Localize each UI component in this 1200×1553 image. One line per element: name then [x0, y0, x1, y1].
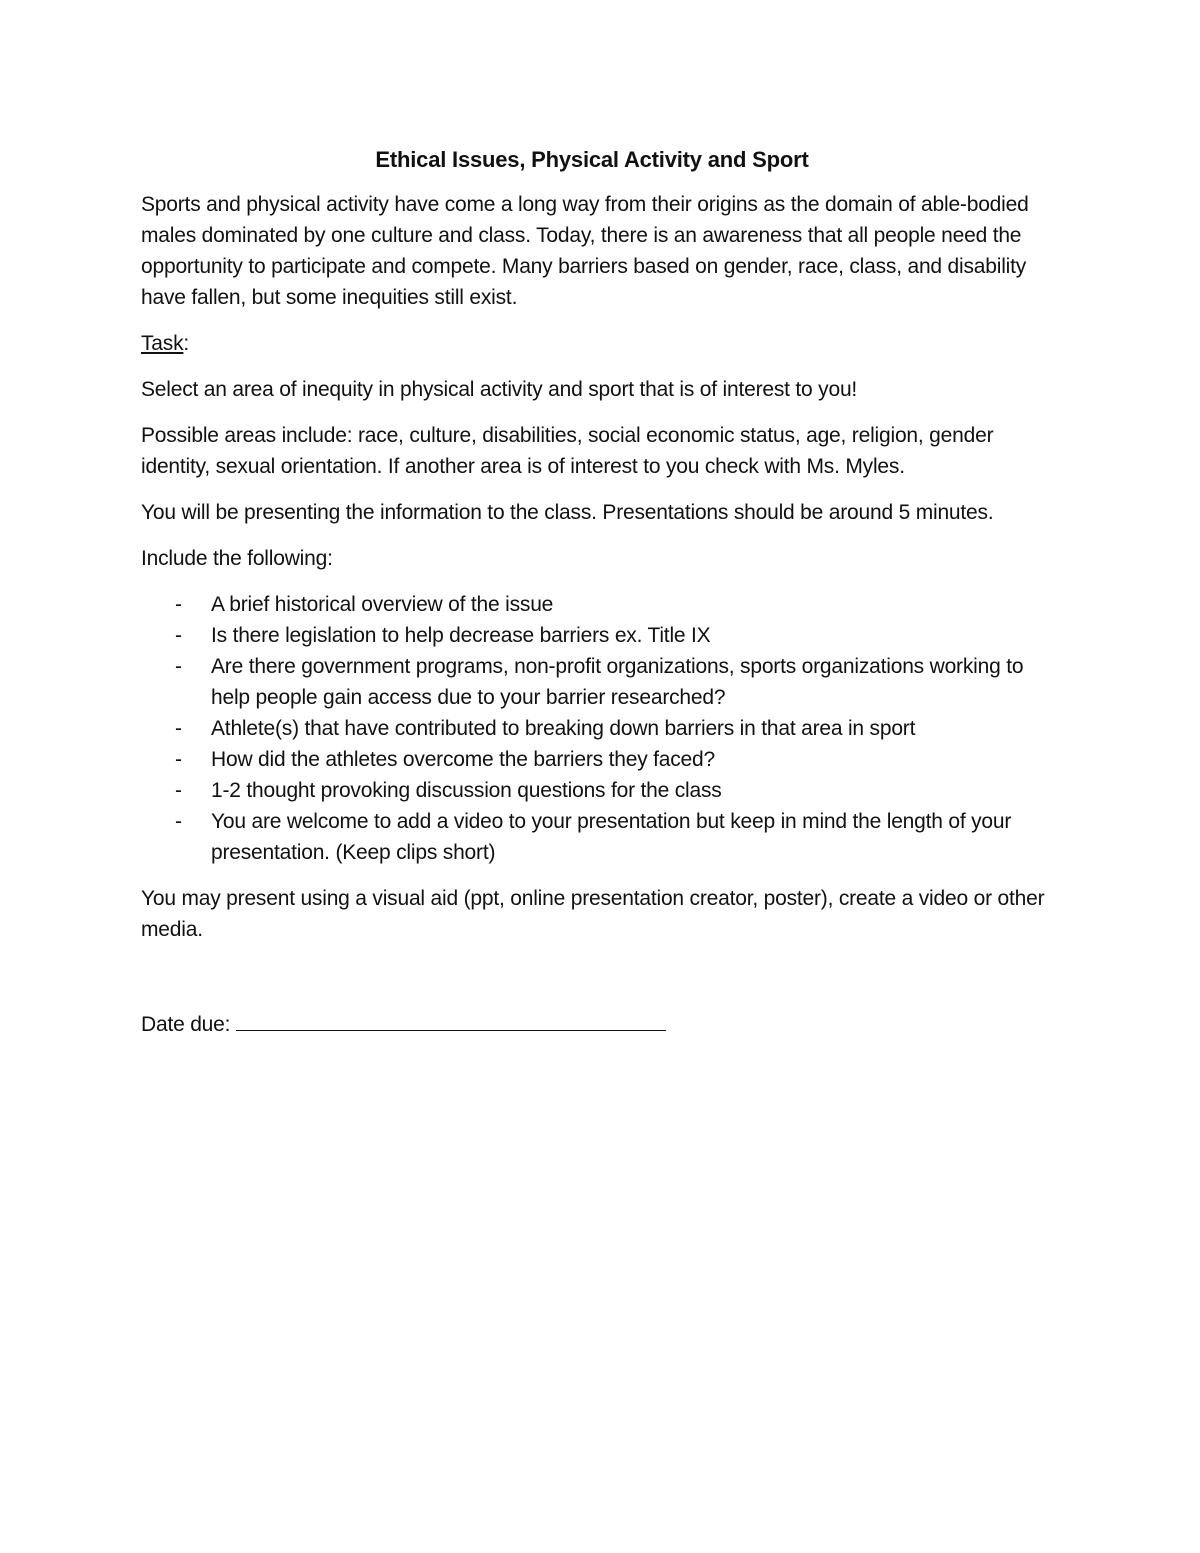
date-due-blank-line[interactable]: [236, 1006, 666, 1031]
list-item: [141, 589, 1061, 620]
list-item-text: How did the athletes overcome the barriers they faced?: [211, 748, 715, 771]
list-item: [141, 744, 1061, 775]
list-item-text: Are there government programs, non-profit organizations, sports organizations working to help people gain access due to your barrier researched?: [211, 655, 1024, 709]
requirements-list: [141, 589, 1061, 868]
task-label: Task: [141, 332, 184, 355]
list-item: [141, 775, 1061, 806]
list-item-text: A brief historical overview of the issue: [211, 593, 554, 616]
select-paragraph: Select an area of inequity in physical activity and sport that is of interest to you!: [141, 378, 858, 401]
bullet-dash: -: [175, 717, 182, 740]
task-heading: [141, 328, 1061, 359]
list-item-text: 1-2 thought provoking discussion questions for the class: [211, 779, 722, 802]
document-title: Ethical Issues, Physical Activity and Sport: [375, 147, 809, 172]
list-item: [141, 806, 1061, 868]
bullet-dash: -: [175, 593, 182, 616]
present-options-paragraph: You may present using a visual aid (ppt, online presentation creator, poster), create a video or other media.: [141, 887, 1045, 941]
list-item: [141, 713, 1061, 744]
bullet-dash: -: [175, 779, 182, 802]
include-heading: Include the following:: [141, 547, 333, 570]
bullet-dash: -: [175, 748, 182, 771]
bullet-dash: -: [175, 624, 182, 647]
date-due-row: [141, 1006, 1061, 1040]
document-content: [141, 144, 1061, 1055]
list-item-text: You are welcome to add a video to your presentation but keep in mind the length of your presentation. (Keep clips short): [211, 810, 1012, 864]
possible-areas-paragraph: Possible areas include: race, culture, disabilities, social economic status, age, religion, gender identity, sexual orientation. If another area is of interest to you check with Ms. Myles.: [141, 424, 994, 478]
list-item: [141, 620, 1061, 651]
list-item-text: Is there legislation to help decrease barriers ex. Title IX: [211, 624, 711, 647]
bullet-dash: -: [175, 810, 182, 833]
date-due-label: Date due:: [141, 1013, 231, 1036]
intro-paragraph: Sports and physical activity have come a long way from their origins as the domain of able-bodied males dominated by one culture and class. Today, there is an awareness that all people need the opportunity to participate and compete. Many barriers based on gender, race, class, and disability have fallen, but some inequities still exist.: [141, 193, 1029, 309]
list-item-text: Athlete(s) that have contributed to breaking down barriers in that area in sport: [211, 717, 916, 740]
task-colon: :: [183, 332, 190, 355]
bullet-dash: -: [175, 655, 182, 678]
presenting-paragraph: You will be presenting the information to the class. Presentations should be around 5 minutes.: [141, 501, 994, 524]
list-item: [141, 651, 1061, 713]
